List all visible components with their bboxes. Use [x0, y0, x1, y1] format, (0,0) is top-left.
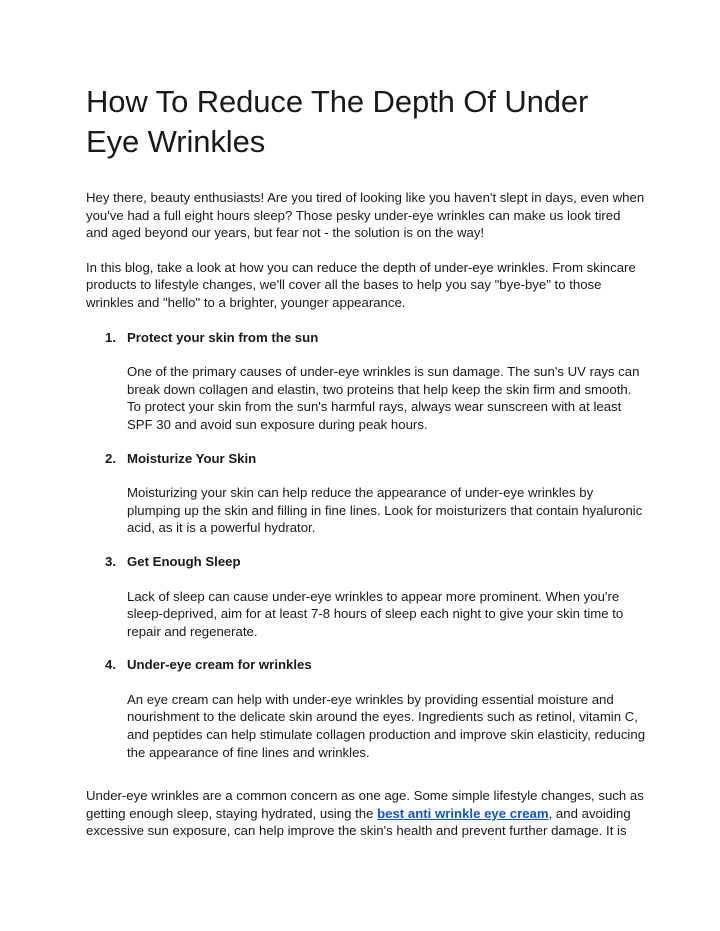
list-number: 2. [105, 450, 116, 466]
list-item [86, 329, 646, 434]
tip-heading: Under-eye cream for wrinkles [127, 657, 312, 673]
intro-paragraph-1: Hey there, beauty enthusiasts! Are you tired of looking like you haven't slept in days, even when you've had a full eight hours sleep? Those pesky under-eye wrinkles can make us look tired and aged beyond our years, but fear not - the solution is on the way! [86, 190, 645, 241]
tip-heading: Protect your skin from the sun [127, 329, 319, 345]
closing-text-start: Under-eye wrinkles are a common concern as one age. Some simple lifestyle changes, such as getting enough sleep, staying hydrated, using the [86, 788, 644, 821]
list-number: 1. [105, 329, 116, 345]
tip-heading: Get Enough Sleep [127, 553, 241, 569]
closing-paragraph [86, 787, 646, 840]
page-title: How To Reduce The Depth Of Under Eye Wrinkles [86, 84, 589, 159]
tip-body: An eye cream can help with under-eye wrinkles by providing essential moisture and nourishment to the delicate skin around the eyes. Ingredients such as retinol, vitamin C, and peptides can help stimulate collagen production and improve skin elasticity, reducing the appearance of fine lines and wrinkles. [127, 691, 646, 760]
tip-body: Lack of sleep can cause under-eye wrinkles to appear more prominent. When you're sleep-deprived, aim for at least 7-8 hours of sleep each night to give your skin time to repair and regenerate. [127, 588, 624, 639]
tip-body: Moisturizing your skin can help reduce the appearance of under-eye wrinkles by plumping up the skin and filling in fine lines. Look for moisturizers that contain hyaluronic acid, as it is a powerful hydrator. [127, 485, 643, 536]
tip-body: One of the primary causes of under-eye wrinkles is sun damage. The sun's UV rays can break down collagen and elastin, two proteins that help keep the skin firm and smooth. To protect your skin from the sun's harmful rays, always wear sunscreen with at least SPF 30 and avoid sun exposure during peak hours. [127, 364, 640, 432]
document-page [86, 82, 646, 857]
closing-text-end: , and avoiding excessive sun exposure, can help improve the skin's health and prevent further damage. It is [86, 805, 631, 839]
intro-paragraph-2: In this blog, take a look at how you can reduce the depth of under-eye wrinkles. From skincare products to lifestyle changes, we'll cover all the bases to help you say "bye-bye" to those wrinkles and "hello" to a brighter, younger appearance. [86, 259, 636, 310]
list-number: 4. [105, 657, 116, 673]
tips-list [86, 329, 646, 762]
list-item [86, 450, 646, 537]
tip-heading: Moisturize Your Skin [127, 450, 257, 466]
list-item [86, 553, 646, 640]
list-item [86, 656, 646, 761]
eye-cream-link[interactable]: best anti wrinkle eye cream [377, 805, 549, 821]
list-number: 3. [105, 553, 116, 569]
